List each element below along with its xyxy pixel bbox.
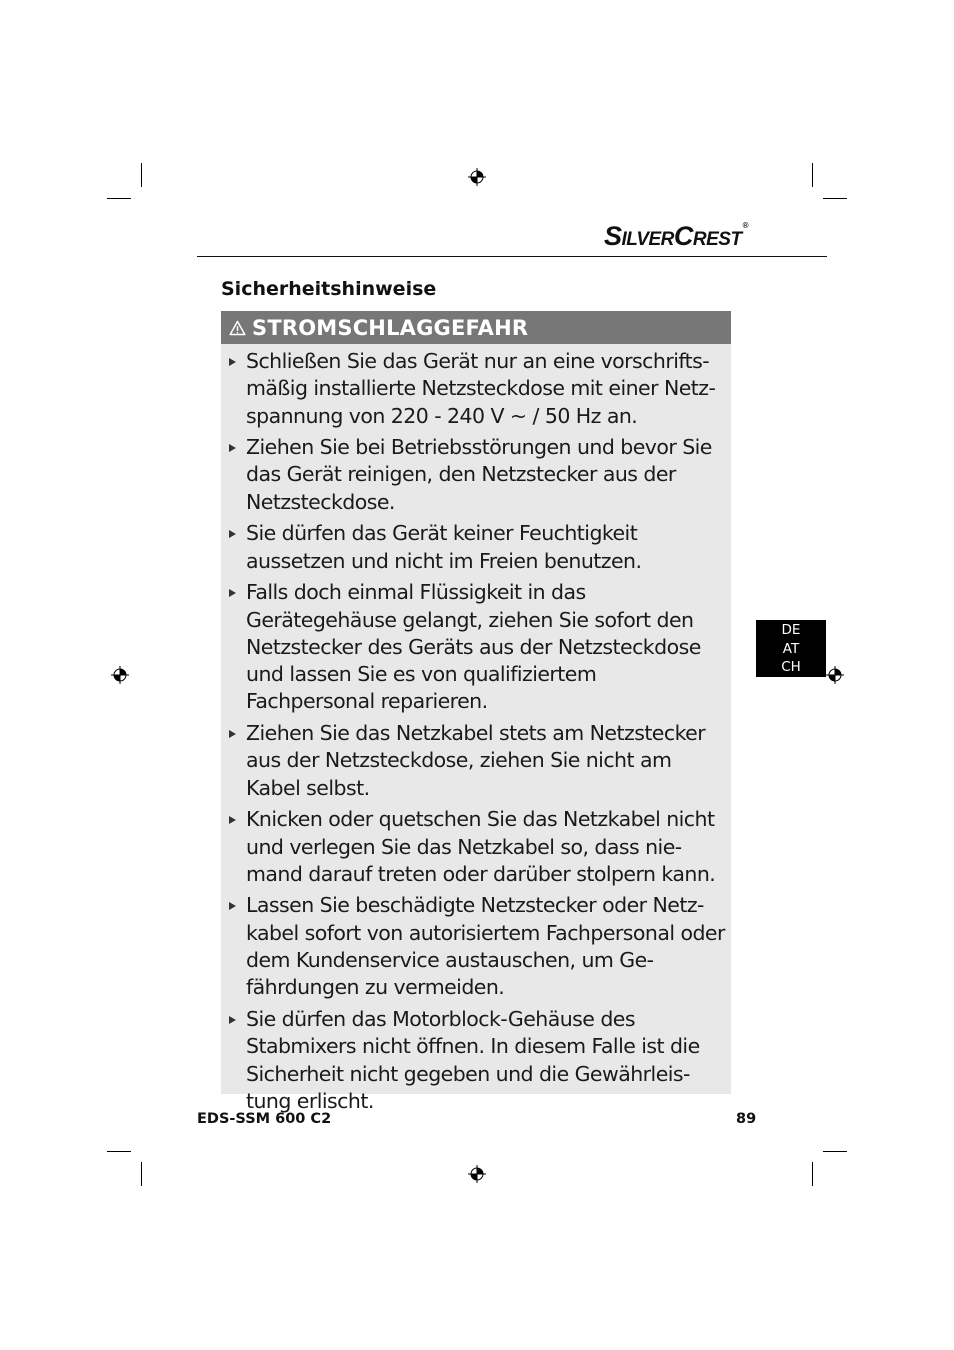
bullet-arrow-icon	[229, 730, 236, 738]
language-code: CH	[781, 659, 801, 676]
brand-initial: S	[603, 221, 622, 251]
crop-mark-bottom-right-vertical	[812, 1162, 813, 1186]
list-item	[221, 348, 731, 430]
crop-mark-top-right-horizontal	[823, 198, 847, 199]
header-rule	[197, 256, 827, 257]
list-item	[221, 579, 731, 715]
bullet-arrow-icon	[229, 902, 236, 910]
list-item-text: Lassen Sie beschädigte Netzstecker oder Netz-kabel sofort von autorisiertem Fachpersonal oder dem Kundenservice austauschen, um Ge-fährdungen zu vermeiden.	[246, 893, 725, 1000]
brand-text: ILVER	[621, 229, 674, 250]
crop-mark-top-left-horizontal	[107, 198, 131, 199]
page-number: 89	[736, 1111, 757, 1127]
list-item	[221, 720, 731, 802]
footer-model: EDS-SSM 600 C2	[197, 1111, 332, 1127]
crop-mark-top-left-vertical	[141, 163, 142, 187]
bullet-arrow-icon	[229, 1016, 236, 1024]
registration-mark-icon	[826, 666, 844, 684]
bullet-arrow-icon	[229, 444, 236, 452]
registration-mark-icon	[111, 666, 129, 684]
brand-text: REST	[692, 229, 742, 250]
registration-mark-icon	[468, 1165, 486, 1183]
warning-list	[221, 344, 731, 1115]
list-item	[221, 806, 731, 888]
list-item	[221, 520, 731, 575]
warning-box	[221, 311, 731, 1113]
list-item	[221, 434, 731, 516]
warning-title: STROMSCHLAGGEFAHR	[252, 315, 529, 340]
crop-mark-top-right-vertical	[812, 163, 813, 187]
list-item-text: Schließen Sie das Gerät nur an eine vorschrifts-mäßig installierte Netzsteckdose mit einer Netz-spannung von 220 - 240 V ~ / 50 Hz an.	[246, 349, 716, 428]
language-code: DE	[781, 622, 801, 638]
brand-logo	[604, 221, 748, 252]
list-item-text: Ziehen Sie das Netzkabel stets am Netzstecker aus der Netzsteckdose, ziehen Sie nicht am Kabel selbst.	[246, 721, 706, 800]
bullet-arrow-icon	[229, 589, 236, 597]
list-item-text: Knicken oder quetschen Sie das Netzkabel nicht und verlegen Sie das Netzkabel so, dass nie-mand darauf treten oder darüber stolpern kann.	[246, 807, 716, 886]
language-tab	[756, 620, 826, 677]
list-item-text: Falls doch einmal Flüssigkeit in das Gerätegehäuse gelangt, ziehen Sie sofort den Netzstecker des Geräts aus der Netzsteckdose und lassen Sie es von qualifiziertem Fachpersonal reparieren.	[246, 580, 701, 714]
list-item-text: Ziehen Sie bei Betriebsstörungen und bevor Sie das Gerät reinigen, den Netzstecker aus der Netzsteckdose.	[246, 435, 712, 514]
list-item	[221, 1006, 731, 1115]
list-item-text: Sie dürfen das Motorblock-Gehäuse des Stabmixers nicht öffnen. In diesem Falle ist die Sicherheit nicht gegeben und die Gewährleis-tung erlischt.	[246, 1006, 700, 1113]
registration-mark-icon	[468, 168, 486, 186]
language-code: AT	[782, 640, 800, 657]
registered-mark: ®	[742, 221, 748, 230]
brand-initial: C	[673, 221, 693, 251]
list-item-text: Sie dürfen das Gerät keiner Feuchtigkeit aussetzen und nicht im Freien benutzen.	[246, 521, 642, 573]
section-title: Sicherheitshinweise	[221, 278, 437, 300]
bullet-arrow-icon	[229, 358, 236, 366]
warning-header	[221, 311, 731, 344]
crop-mark-bottom-right-horizontal	[823, 1151, 847, 1152]
crop-mark-bottom-left-horizontal	[107, 1151, 131, 1152]
bullet-arrow-icon	[229, 816, 236, 824]
crop-mark-bottom-left-vertical	[141, 1162, 142, 1186]
list-item	[221, 892, 731, 1001]
bullet-arrow-icon	[229, 530, 236, 538]
warning-triangle-icon	[229, 320, 246, 336]
